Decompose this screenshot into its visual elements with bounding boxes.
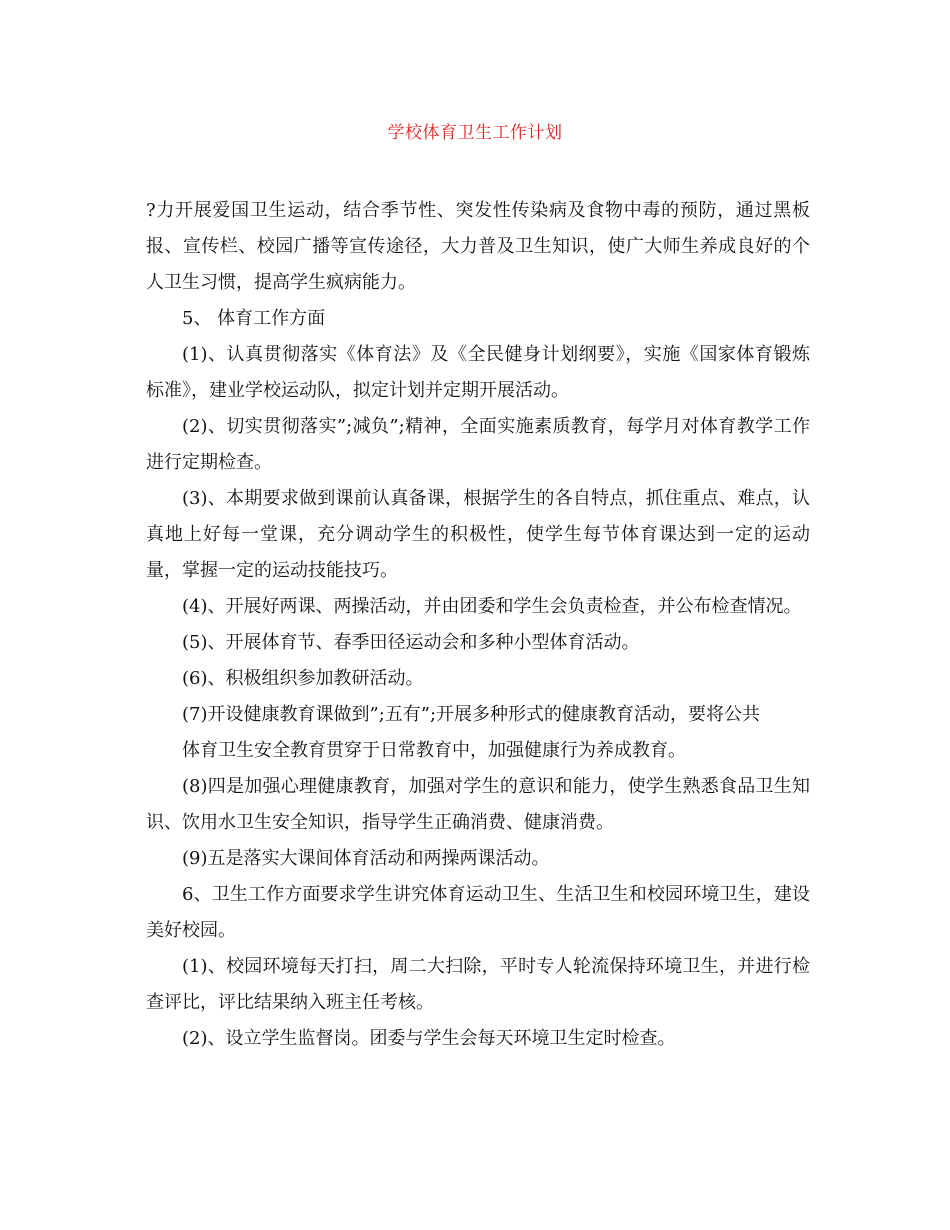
paragraph-intro: ?力开展爱国卫生运动，结合季节性、突发性传染病及食物中毒的预防，通过黑板报、宣传栏、校园广播等宣传途径，大力普及卫生知识，使广大师生养成良好的个人卫生习惯，提高学生疯病能力。 (146, 200, 810, 293)
list-item: (8)四是加强心理健康教育，加强对学生的意识和能力，使学生熟悉食品卫生知识、饮用水卫生安全知识，指导学生正确消费、健康消费。 (146, 776, 810, 833)
list-item-continuation: 体育卫生安全教育贯穿于日常教育中，加强健康行为养成教育。 (182, 740, 686, 761)
section-heading-sports: 5、 体育工作方面 (182, 308, 326, 329)
section-heading-hygiene: 6、卫生工作方面要求学生讲究体育运动卫生、生活卫生和校园环境卫生，建设美好校园。 (146, 884, 810, 941)
document-body (146, 193, 810, 1057)
list-item: (3)、本期要求做到课前认真备课，根据学生的各自特点，抓住重点、难点，认真地上好每一堂课，充分调动学生的积极性，使学生每节体育课达到一定的运动量，掌握一定的运动技能技巧。 (146, 488, 810, 581)
list-item: (2)、切实贯彻落实”;减负”;精神，全面实施素质教育，每学月对体育教学工作进行定期检查。 (146, 416, 810, 473)
list-item: (1)、认真贯彻落实《体育法》及《全民健身计划纲要》，实施《国家体育锻炼标准》，建业学校运动队，拟定计划并定期开展活动。 (146, 344, 810, 401)
list-item: (4)、开展好两课、两操活动，并由团委和学生会负责检查，并公布检查情况。 (182, 596, 802, 617)
list-item: (7)开设健康教育课做到”;五有”;开展多种形式的健康教育活动，要将公共 (182, 704, 761, 725)
list-item: (1)、校园环境每天打扫，周二大扫除，平时专人轮流保持环境卫生，并进行检查评比，评比结果纳入班主任考核。 (146, 956, 810, 1013)
list-item: (2)、设立学生监督岗。团委与学生会每天环境卫生定时检查。 (182, 1028, 676, 1049)
list-item: (5)、开展体育节、春季田径运动会和多种小型体育活动。 (182, 632, 640, 653)
page-title: 学校体育卫生工作计划 (387, 123, 563, 143)
list-item: (9)五是落实大课间体育活动和两操两课活动。 (182, 848, 550, 869)
list-item: (6)、积极组织参加教研活动。 (182, 668, 424, 689)
